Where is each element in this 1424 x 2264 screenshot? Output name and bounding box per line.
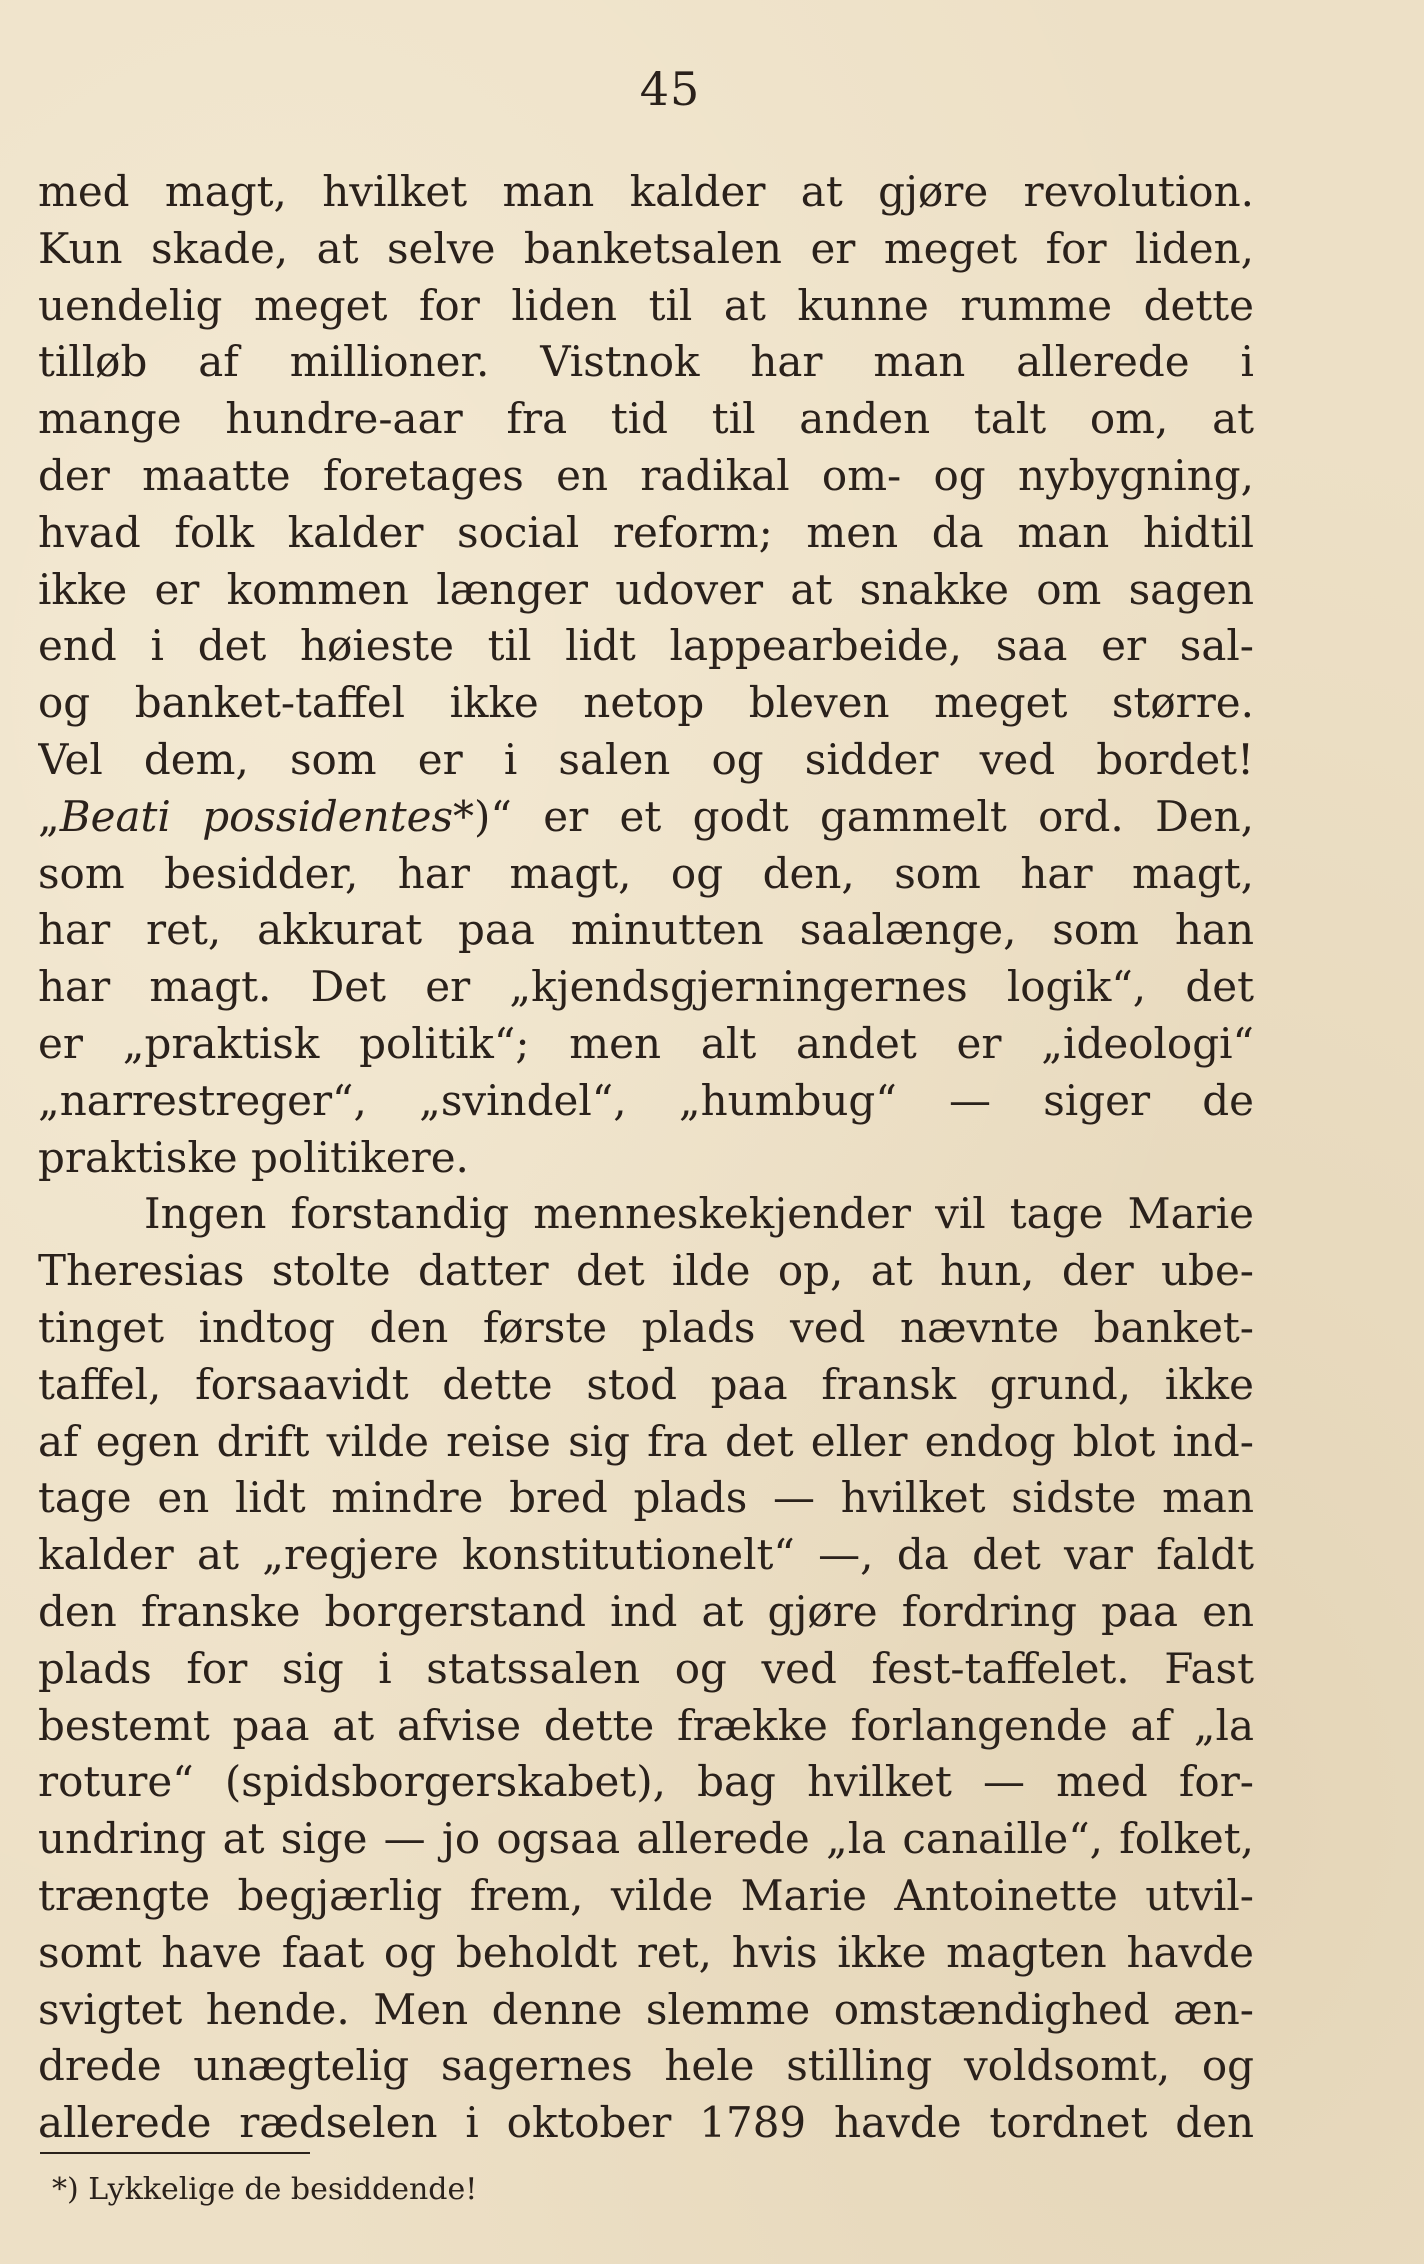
text-line: har ret, akkurat paa minutten saalænge, som han <box>38 905 1254 955</box>
page-number: 45 <box>639 62 701 116</box>
text-line: ikke er kommen længer udover at snakke om sagen <box>38 564 1254 614</box>
text-line: er „praktisk politik“; men alt andet er „ideologi“ <box>38 1018 1254 1068</box>
text-line: mange hundre-aar fra tid til anden talt om, at <box>38 394 1254 444</box>
text-line: svigtet hende. Men denne slemme omstændighed æn- <box>38 1984 1254 2034</box>
text-line: af egen drift vilde reise sig fra det eller endog blot ind- <box>38 1416 1254 1466</box>
text-line: Vel dem, som er i salen og sidder ved bordet! <box>38 734 1254 784</box>
text-line: somt have faat og beholdt ret, hvis ikke magten havde <box>38 1927 1254 1977</box>
text-line: „narrestreger“, „svindel“, „humbug“ — siger de <box>38 1075 1254 1125</box>
text-line: kalder at „regjere konstitutionelt“ —, da det var faldt <box>38 1530 1254 1580</box>
text-line: allerede rædselen i oktober 1789 havde tordnet den <box>38 2098 1254 2148</box>
text-line: med magt, hvilket man kalder at gjøre revolution. <box>38 167 1254 216</box>
text-line: praktiske politikere. <box>38 1132 469 1182</box>
main-text <box>38 164 1254 2152</box>
text-line: hvad folk kalder social reform; men da man hidtil <box>38 507 1254 557</box>
text-line: Kun skade, at selve banketsalen er meget for liden, <box>38 223 1254 273</box>
text-line-beati <box>38 789 1254 846</box>
latin-phrase: Beati possidentes <box>59 791 454 841</box>
text-line: bestemt paa at afvise dette frække forlangende af „la <box>38 1700 1254 1750</box>
text-line: som besidder, har magt, og den, som har magt, <box>38 848 1254 898</box>
text-line: Theresias stolte datter det ilde op, at hun, der ube- <box>38 1246 1254 1296</box>
paragraph-start: Ingen forstandig menneskekjender vil tage Marie <box>144 1189 1254 1239</box>
open-quote: „ <box>38 791 60 841</box>
footnote-divider <box>40 2152 310 2154</box>
text-line: og banket-taffel ikke netop bleven meget større. <box>38 678 1254 728</box>
text-line: drede unægtelig sagernes hele stilling voldsomt, og <box>38 2041 1254 2091</box>
text-line: plads for sig i statssalen og ved fest-taffelet. Fast <box>38 1643 1254 1693</box>
text-line: den franske borgerstand ind at gjøre fordring paa en <box>38 1586 1254 1636</box>
text-line: uendelig meget for liden til at kunne rumme dette <box>38 280 1254 330</box>
text-line: der maatte foretages en radikal om- og nybygning, <box>38 450 1254 500</box>
text-line: tinget indtog den første plads ved nævnte banket- <box>38 1302 1254 1352</box>
beati-rest: *)“ er et godt gammelt ord. Den, <box>453 791 1254 841</box>
footnote: *) Lykkelige de besiddende! <box>52 2172 478 2207</box>
text-line: trængte begjærlig frem, vilde Marie Antoinette utvil- <box>38 1870 1254 1920</box>
text-line: tilløb af millioner. Vistnok har man allerede i <box>38 337 1254 387</box>
text-line: tage en lidt mindre bred plads — hvilket sidste man <box>38 1473 1254 1523</box>
text-line: taffel, forsaavidt dette stod paa fransk grund, ikke <box>38 1359 1254 1409</box>
text-line: undring at sige — jo ogsaa allerede „la canaille“, folket, <box>38 1814 1254 1864</box>
text-line: roture“ (spidsborgerskabet), bag hvilket — med for- <box>38 1757 1254 1807</box>
text-line: end i det høieste til lidt lappearbeide, saa er sal- <box>38 621 1254 671</box>
text-line: har magt. Det er „kjendsgjerningernes logik“, det <box>38 962 1254 1012</box>
